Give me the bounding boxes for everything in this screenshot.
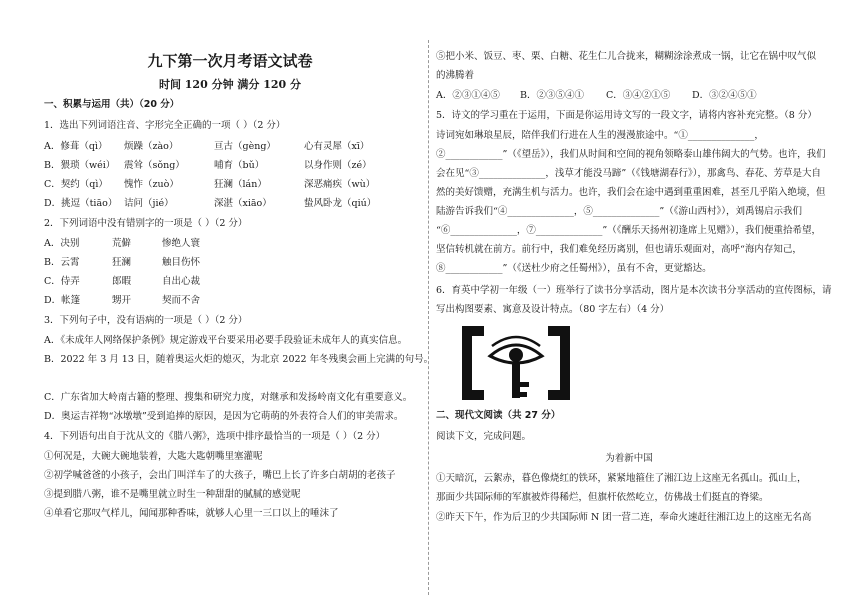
- q5-line-3: 会在见“③______________，浅草才能没马蹄”（《钱塘湖春行》），那禽鸟、春花、芳草是大自: [436, 168, 821, 179]
- q4-sentence-4: ④单看它那叹气样儿，闻闻那种香味，就够人心里一三口以上的唾沫了: [44, 508, 339, 519]
- option-text: C．契约（qì）: [44, 179, 108, 190]
- q4-sentence-5-cont: 的沸腾着: [436, 70, 475, 81]
- option-text: 深恶痛疾（wù）: [304, 179, 376, 190]
- q2-option-d: [44, 294, 200, 307]
- option-text: 狂澜: [112, 257, 132, 268]
- option-text: B．②③⑤④①: [520, 90, 584, 101]
- reading-logo-image: [456, 322, 576, 404]
- option-text: 甥开: [112, 295, 132, 306]
- q5-line-1: 诗词宛如琳琅星辰，陪伴我们行进在人生的漫漫旅途中。“①______________，: [436, 130, 764, 141]
- option-text: 蛰风卧龙（qiú）: [304, 198, 377, 209]
- article-paragraph-1: ①天暗沉，云絮赤，暮色像烧红的铁环，紧紧地箍住了湘江边上这座无名孤山。孤山上，: [436, 473, 807, 484]
- q3-option-b: B．2022 年 3 月 13 日，随着奥运火炬的熄灭，为北京 2022 年冬残奥会画上完满的句号。: [44, 354, 434, 365]
- question-6-cont: 写出构图要素、寓意及设计特点。（80 字左右）（4 分）: [436, 304, 670, 315]
- question-6: 6．育英中学初一年级（一）班举行了读书分享活动，图片是本次读书分享活动的宣传图标，请: [436, 285, 832, 296]
- column-divider: [428, 40, 429, 595]
- q5-line-2: ②____________”（《望岳》），我们从时间和空间的视角领略泰山雄伟阔大的气势。也许，我们: [436, 149, 826, 160]
- option-text: 荒僻: [112, 238, 132, 249]
- option-text: B．猥琐（wéi）: [44, 160, 116, 171]
- q5-line-8: ⑧____________”（《送杜少府之任蜀州》），虽有不舍，更觉豁达。: [436, 263, 712, 274]
- reading-instruction: 阅读下文，完成问题。: [436, 431, 532, 442]
- option-text: 亘古（gèng）: [214, 141, 276, 152]
- key-tooth: [520, 382, 529, 387]
- option-text: B．云霄: [44, 257, 80, 268]
- q5-line-4: 然的美好馈赠，充满生机与活力。也许，我们会在途中遇到重重困难，甚至几乎陷入绝境，但: [436, 187, 826, 198]
- option-text: D．挑逗（tiāo）: [44, 198, 118, 209]
- article-paragraph-1-cont: 那面少共国际师的军旗被炸得稀烂，但旗杆依然屹立，仿佛战士们挺直的脊梁。: [436, 492, 769, 503]
- option-text: A．②③①④⑤: [436, 90, 500, 101]
- q4-sentence-1: ①何况是，大碗大碗地装着，大匙大匙朝嘴里塞灌呢: [44, 451, 263, 462]
- option-text: 烦躁（zào）: [124, 141, 179, 152]
- key-shaft: [512, 364, 520, 398]
- option-text: 自出心裁: [162, 276, 201, 287]
- eye-pupil: [509, 348, 523, 362]
- q1-option-b: [44, 159, 372, 172]
- option-text: D．帐篷: [44, 295, 81, 306]
- q5-line-7: 坚信转机就在前方。前行中，我们难免经历离别，但也请乐观面对，高呼“海内存知己，: [436, 244, 802, 255]
- option-text: C．侍弄: [44, 276, 80, 287]
- option-text: 深湛（xiāo）: [214, 198, 272, 209]
- question-2: 2．下列词语中没有错别字的一项是（ ）（2 分）: [44, 218, 248, 229]
- option-text: 契而不舍: [162, 295, 201, 306]
- q3-option-c: C．广东省加大岭南古籍的整理、搜集和研究力度，对继承和发扬岭南文化有重要意义。: [44, 392, 413, 403]
- option-text: 哺育（bǔ）: [214, 160, 265, 171]
- exam-title: 九下第一次月考语文试卷: [147, 52, 313, 70]
- question-1: 1．选出下列词语注音、字形完全正确的一项（ ）（2 分）: [44, 120, 286, 131]
- q4-sentence-2: ②初学喊爸爸的小孩子，会出门叫洋车了的大孩子，嘴巴上长了许多白胡胡的老孩子: [44, 470, 396, 481]
- q2-option-c: [44, 275, 200, 288]
- q3-option-a: A．《未成年人网络保护条例》规定游戏平台要采用必要手段验证未成年人的真实信息。: [44, 335, 408, 346]
- exam-subtitle: 时间 120 分钟 满分 120 分: [158, 78, 302, 91]
- section-2-heading: 二、现代文阅读（共 27 分）: [436, 410, 561, 421]
- q4-sentence-5: ⑤把小米、饭豆、枣、栗、白糖、花生仁儿合拢来，糊糊涂涂煮成一锅，让它在锅中叹气似: [436, 51, 817, 62]
- option-text: A．修葺（qì）: [44, 141, 108, 152]
- question-3: 3．下列句子中，没有语病的一项是（ ）（2 分）: [44, 315, 248, 326]
- article-paragraph-2: ②昨天下午，作为后卫的少共国际师 N 团一营二连，奉命火速赶往湘江边上的这座无名高: [436, 512, 812, 523]
- question-4: 4．下列语句出自于沈从文的《腊八粥》，选项中排序最恰当的一项是（ ）（2 分）: [44, 431, 386, 442]
- section-1-heading: 一、积累与运用（共）（20 分）: [44, 99, 180, 110]
- option-text: 郎暇: [112, 276, 132, 287]
- q4-sentence-3: ③提到腊八粥，谁不是嘴里就立时生一种甜甜的腻腻的感觉呢: [44, 489, 301, 500]
- q3-option-d: D．奥运吉祥物“冰墩墩”受到追捧的原因，是因为它萌萌的外表符合人们的审美需求。: [44, 411, 404, 422]
- option-text: 惨绝人寰: [162, 238, 201, 249]
- q1-option-a: [44, 140, 369, 153]
- article-title: 为着新中国: [605, 453, 653, 464]
- option-text: 诘问（jié）: [124, 198, 174, 209]
- key-tooth: [520, 392, 527, 397]
- option-text: 心有灵犀（xī）: [304, 141, 370, 152]
- q5-line-6: “⑥______________，⑦______________”（《酬乐天扬州初逢席上见赠》），我们便重拾希望，: [436, 225, 821, 236]
- left-bracket-shape: [462, 326, 484, 400]
- option-text: D．③②④⑤①: [692, 90, 757, 101]
- option-text: 以身作则（zé）: [304, 160, 372, 171]
- option-text: 狂澜（lán）: [214, 179, 267, 190]
- q4-options: [436, 89, 757, 102]
- option-text: 愧怍（zuò）: [124, 179, 179, 190]
- q5-line-5: 陆游告诉我们“④______________，⑤______________”（《游山西村》），刘禹锡启示我们: [436, 206, 802, 217]
- q2-option-a: [44, 237, 200, 250]
- option-text: 震耸（sǒng）: [124, 160, 185, 171]
- q1-option-c: [44, 178, 375, 191]
- option-text: C．③④②①⑤: [606, 90, 671, 101]
- question-5: 5．诗文的学习重在于运用，下面是你运用诗文写的一段文字，请将内容补充完整。（8 分）: [436, 110, 817, 121]
- q2-option-b: [44, 256, 200, 269]
- option-text: 触目伤怀: [162, 257, 201, 268]
- option-text: A．决别: [44, 238, 80, 249]
- q1-option-d: [44, 197, 376, 210]
- right-bracket-shape: [548, 326, 570, 400]
